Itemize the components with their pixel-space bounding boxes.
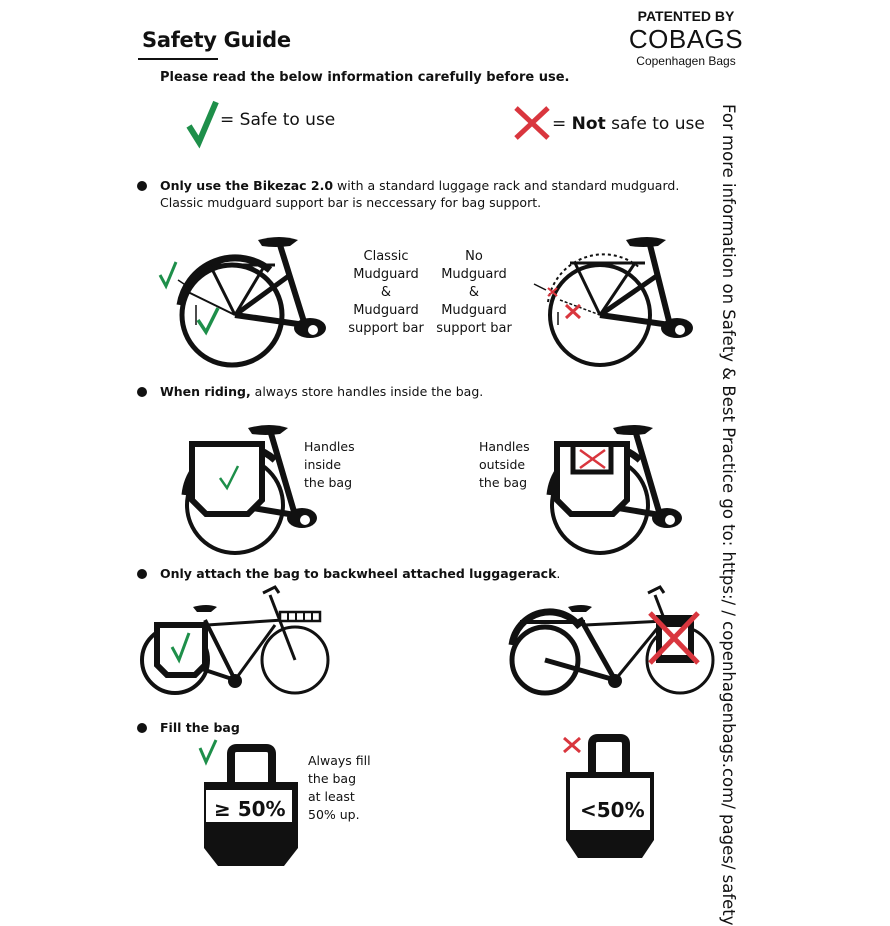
bike-rear-rack-illustration — [135, 585, 335, 700]
rule-3-text: Only attach the bag to backwheel attached luggagerack. — [160, 566, 561, 581]
brand-block — [620, 8, 752, 68]
bullet-icon — [137, 181, 147, 191]
rule-1-text: Only use the Bikezac 2.0 with a standard luggage rack and standard mudguard. Classic mudguard support bar is neccessary for bag support. — [160, 178, 680, 210]
bike-front-rack-illustration — [500, 585, 715, 700]
rule-4-text: Fill the bag — [160, 720, 240, 735]
brand-name: COBAGS — [628, 24, 744, 54]
bullet-icon — [137, 569, 147, 579]
legend-not-safe-label: = Not safe to use — [552, 114, 705, 134]
bike-handles-outside-illustration — [535, 420, 685, 555]
intro-text: Please read the below information carefully before use. — [160, 70, 570, 85]
title-underline — [138, 58, 218, 60]
fill-at-least-label: ≥ 50% — [214, 797, 286, 821]
side-note-url: For more information on Safety & Best Practice go to: https:/ / copenhagenbags.com/ pages/ safety — [719, 104, 738, 926]
bike-with-mudguard-illustration — [150, 230, 340, 370]
legend-safe-label: = Safe to use — [220, 110, 336, 130]
patented-by: PATENTED BY — [637, 8, 735, 24]
check-icon — [198, 308, 218, 332]
legend-safe — [186, 100, 336, 150]
caption-no-mudguard: No Mudguard & Mudguard support bar — [436, 249, 512, 336]
cross-icon — [514, 106, 550, 140]
caption-classic-mudguard: Classic Mudguard & Mudguard support bar — [348, 249, 424, 336]
legend-not-safe — [514, 106, 705, 144]
caption-handles-outside: Handles outside the bag — [479, 439, 530, 490]
caption-fill-bag: Always fill the bag at least 50% up. — [308, 753, 371, 822]
bullet-icon — [137, 387, 147, 397]
rule-2-text: When riding, always store handles inside the bag. — [160, 384, 484, 399]
fill-less-than-label: <50% — [580, 798, 645, 822]
bullet-icon — [137, 723, 147, 733]
brand-subtitle: Copenhagen Bags — [636, 54, 736, 68]
check-icon — [200, 740, 216, 762]
cross-icon — [564, 738, 580, 752]
check-icon — [160, 262, 176, 286]
bike-without-mudguard-illustration — [530, 230, 710, 370]
page-title: Safety Guide — [142, 28, 291, 52]
check-icon — [186, 100, 218, 146]
caption-handles-inside: Handles inside the bag — [304, 439, 355, 490]
bike-handles-inside-illustration — [170, 420, 320, 555]
cross-icon — [566, 305, 580, 318]
